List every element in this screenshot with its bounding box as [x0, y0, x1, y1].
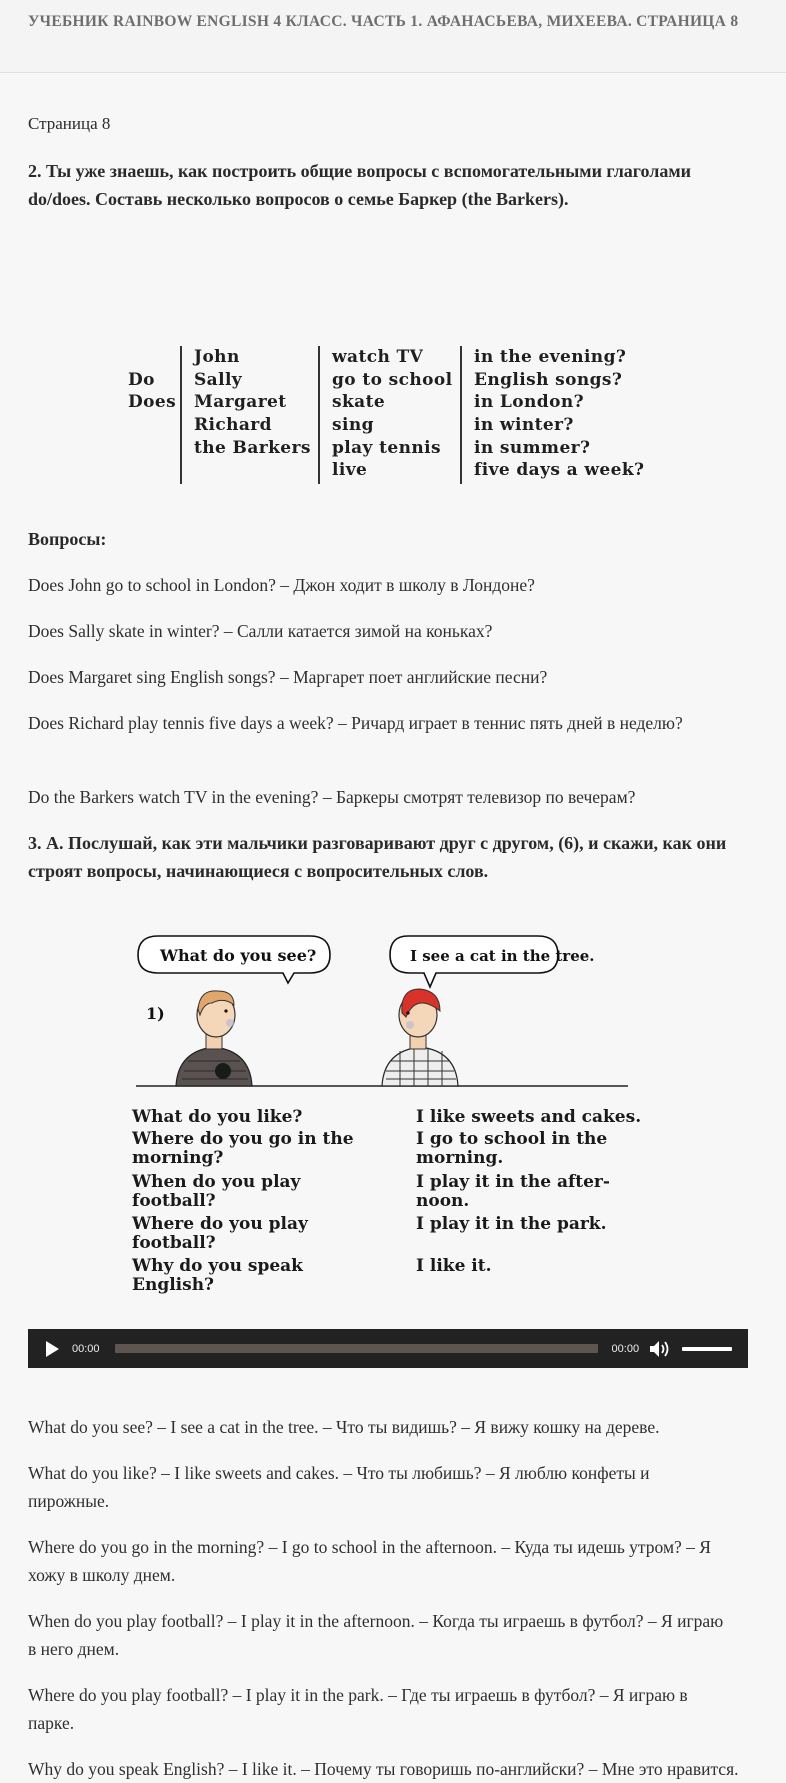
question-text: football?: [132, 1191, 216, 1211]
subject-cell: John: [194, 347, 240, 367]
translation-line: What do you like? – I like sweets and cakes. – Что ты любишь? – Я люблю конфеты и пирожные.: [28, 1463, 650, 1511]
question-line: Does Richard play tennis five days a week? – Ричард играет в теннис пять дней в неделю?: [28, 713, 683, 733]
translation-line: Why do you speak English? – I like it. – Почему ты говоришь по-английски? – Мне это нравится.: [28, 1759, 739, 1779]
play-icon: [44, 1341, 60, 1357]
dialogue-answer: [416, 1215, 676, 1234]
volume-icon: [649, 1340, 671, 1358]
dialogue-question: [132, 1257, 382, 1295]
subject-cell: Margaret: [194, 392, 287, 413]
answer-text: noon.: [416, 1191, 470, 1211]
ending-cell: five days a week?: [474, 460, 645, 481]
page-title: УЧЕБНИК RAINBOW ENGLISH 4 КЛАСС. ЧАСТЬ 1. АФАНАСЬЕВА, МИХЕЕВА. СТРАНИЦА 8: [28, 13, 739, 30]
question-text: morning?: [132, 1148, 224, 1168]
grammar-table-figure: [128, 346, 668, 486]
answer-text: I like sweets and cakes.: [416, 1107, 642, 1127]
task-3-heading: 3. А. Послушай, как эти мальчики разговаривают друг с другом, (6), и скажи, как они строят вопросы, начинающиеся с вопросительных слов.: [28, 833, 727, 881]
aux-column: [128, 346, 177, 414]
answer-text: I like it.: [416, 1256, 492, 1276]
question-text: football?: [132, 1233, 216, 1253]
dialogue-question: [132, 1130, 382, 1168]
ending-cell: in winter?: [474, 415, 574, 436]
subject-cell: the Barkers: [194, 437, 311, 458]
verb-column: [332, 346, 452, 482]
question-text: Where do you play: [132, 1214, 308, 1234]
duration-time: 00:00: [611, 1342, 640, 1355]
ending-cell: in London?: [474, 392, 584, 413]
dialogue-answer: [416, 1130, 676, 1168]
aux-cell: Does: [128, 392, 177, 413]
answer-text: I go to school in the: [416, 1129, 608, 1149]
page-header: [0, 0, 786, 73]
question-text: Where do you go in the: [132, 1129, 354, 1149]
article-content: [0, 73, 786, 1779]
aux-cell: Do: [128, 369, 155, 390]
table-divider: [180, 346, 182, 484]
question-line: Does Margaret sing English songs? – Маргарет поет английские песни?: [28, 667, 548, 687]
table-divider: [318, 346, 320, 484]
dialogue-answer: [416, 1108, 676, 1127]
verb-cell: sing: [332, 415, 374, 436]
verb-cell: live: [332, 460, 368, 481]
dialogue-answer: [416, 1257, 676, 1276]
task-2-heading: 2. Ты уже знаешь, как построить общие вопросы с вспомогательными глаголами do/does. Составь несколько вопросов о семье Баркер (the Barkers).: [28, 161, 692, 209]
translation-line: When do you play football? – I play it in the afternoon. – Когда ты играешь в футбол? – Я играю в него днем.: [28, 1611, 724, 1659]
question-text: What do you like?: [132, 1107, 303, 1127]
subject-cell: Richard: [194, 415, 272, 436]
verb-cell: watch TV: [332, 347, 424, 367]
dialogue-answer: [416, 1173, 676, 1211]
translation-line: Where do you play football? – I play it in the park. – Где ты играешь в футбол? – Я играю в парке.: [28, 1685, 688, 1733]
dialogue-question: [132, 1215, 382, 1253]
volume-slider[interactable]: [682, 1347, 732, 1351]
boys-illustration-image: [128, 911, 648, 1089]
right-boy: [382, 989, 458, 1086]
left-boy: [176, 991, 252, 1086]
question-line: Do the Barkers watch TV in the evening? – Баркеры смотрят телевизор по вечерам?: [28, 787, 636, 807]
aux-cell: [128, 346, 168, 369]
table-divider: [460, 346, 462, 484]
answer-text: morning.: [416, 1148, 504, 1168]
dialogue-question: [132, 1108, 382, 1127]
translation-line: What do you see? – I see a cat in the tree. – Что ты видишь? – Я вижу кошку на дереве.: [28, 1417, 660, 1437]
subject-column: [194, 346, 311, 459]
page-label: Страница 8: [28, 114, 111, 133]
question-text: When do you play: [132, 1172, 301, 1192]
ending-cell: in summer?: [474, 437, 591, 458]
verb-cell: play tennis: [332, 437, 441, 458]
question-text: Why do you speak: [132, 1256, 303, 1276]
ending-cell: in the evening?: [474, 347, 627, 367]
answer-text: I play it in the park.: [416, 1214, 607, 1234]
right-speech-bubble: I see a cat in the tree.: [410, 947, 595, 965]
boys-talking-illustration: [128, 911, 648, 1089]
questions-heading: Вопросы:: [28, 529, 107, 549]
question-line: Does John go to school in London? – Джон ходит в школу в Лондоне?: [28, 575, 535, 595]
play-button[interactable]: [40, 1329, 72, 1368]
translation-line: Where do you go in the morning? – I go to school in the afternoon. – Куда ты идешь утром? – Я хожу в школу днем.: [28, 1537, 711, 1585]
picture-number: 1): [146, 1004, 165, 1023]
question-text: English?: [132, 1275, 215, 1295]
question-line: Does Sally skate in winter? – Салли катается зимой на коньках?: [28, 621, 493, 641]
dialogue-question: [132, 1173, 382, 1211]
verb-cell: skate: [332, 392, 386, 413]
left-speech-bubble: What do you see?: [160, 946, 317, 965]
progress-bar[interactable]: [115, 1344, 598, 1353]
verb-cell: go to school: [332, 369, 453, 390]
ending-cell: English songs?: [474, 369, 623, 390]
ending-column: [474, 346, 644, 482]
answer-text: I play it in the after-: [416, 1172, 610, 1192]
subject-cell: Sally: [194, 369, 243, 390]
mute-button[interactable]: [649, 1329, 673, 1368]
audio-player: [28, 1329, 748, 1368]
current-time: 00:00: [72, 1342, 100, 1355]
